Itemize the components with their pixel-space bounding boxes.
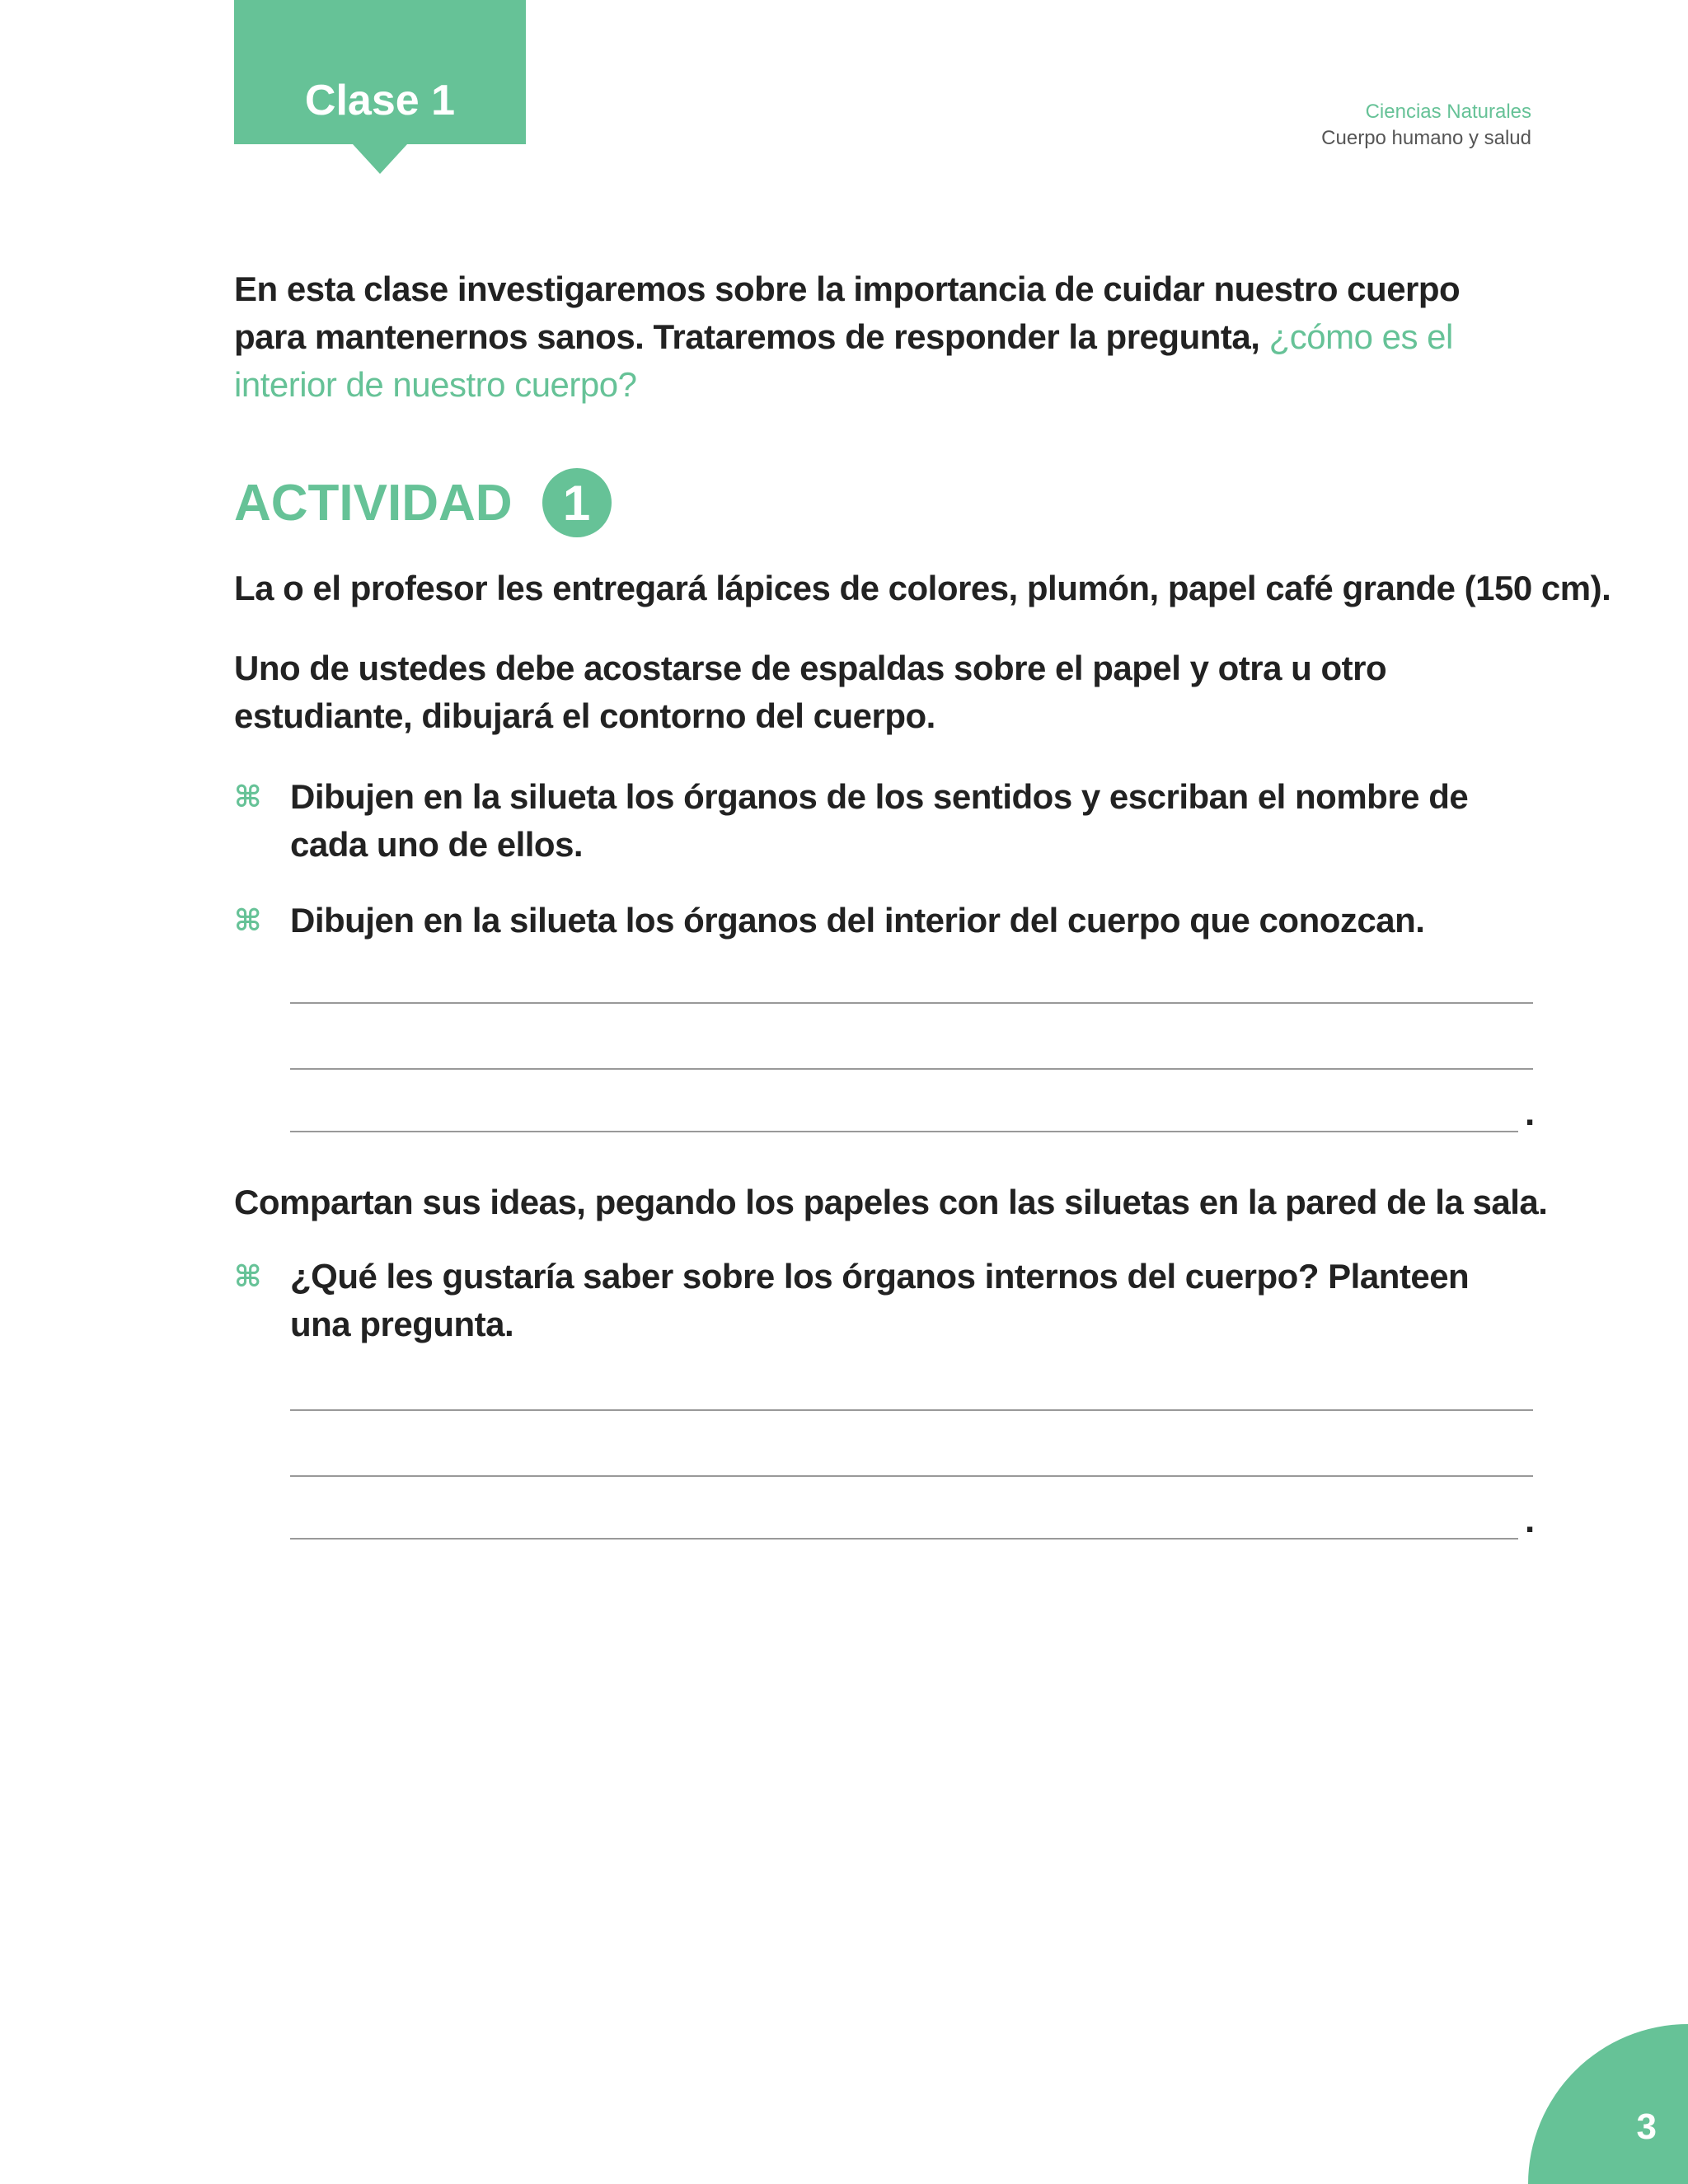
bullet-icon: ⌘ bbox=[234, 903, 262, 937]
class-label: Clase 1 bbox=[304, 77, 456, 124]
answer-line[interactable] bbox=[290, 1068, 1533, 1070]
answer-line[interactable] bbox=[290, 1409, 1533, 1411]
header-meta bbox=[1321, 99, 1531, 152]
page-number: 3 bbox=[1636, 2107, 1657, 2147]
bullet-text: Dibujen en la silueta los órganos del interior del cuerpo que conozcan. bbox=[290, 901, 1425, 940]
page-corner bbox=[1528, 2024, 1688, 2184]
unit-label: Cuerpo humano y salud bbox=[1321, 127, 1531, 149]
bullet-item bbox=[234, 1253, 1536, 1348]
bullet-item bbox=[234, 773, 1536, 869]
answer-line[interactable] bbox=[290, 1475, 1533, 1477]
class-tab-pointer bbox=[353, 144, 407, 174]
materials-paragraph: La o el profesor les entregará lápices de colores, plumón, papel café grande (150 cm). bbox=[234, 569, 1611, 607]
activity-number-badge: 1 bbox=[542, 468, 612, 537]
answer-end-mark: . bbox=[1525, 1093, 1536, 1133]
intro-paragraph bbox=[234, 265, 1520, 409]
subject-label: Ciencias Naturales bbox=[1365, 101, 1531, 123]
instructions-paragraph: Uno de ustedes debe acostarse de espaldas sobre el papel y otra u otro estudiante, dibujará el contorno del cuerpo. bbox=[234, 649, 1387, 735]
class-tab bbox=[234, 0, 526, 144]
answer-line[interactable] bbox=[290, 1538, 1518, 1540]
intro-text: En esta clase investigaremos sobre la importancia de cuidar nuestro cuerpo para mantenernos sanos. Trataremos de responder la pregunta, bbox=[234, 269, 1461, 356]
bullet-text: ¿Qué les gustaría saber sobre los órganos internos del cuerpo? Planteen una pregunta. bbox=[290, 1257, 1470, 1343]
share-paragraph: Compartan sus ideas, pegando los papeles con las siluetas en la pared de la sala. bbox=[234, 1183, 1548, 1221]
bullet-text: Dibujen en la silueta los órganos de los sentidos y escriban el nombre de cada uno de ellos. bbox=[290, 777, 1469, 864]
bullet-icon: ⌘ bbox=[234, 780, 262, 813]
bullet-item bbox=[234, 897, 1536, 944]
intro-question: ¿cómo es el interior de nuestro cuerpo? bbox=[234, 317, 1453, 404]
answer-end-mark: . bbox=[1525, 1500, 1536, 1540]
bullet-icon: ⌘ bbox=[234, 1259, 262, 1293]
activity-title: ACTIVIDAD bbox=[234, 474, 513, 532]
activity-heading bbox=[234, 466, 612, 540]
answer-line[interactable] bbox=[290, 1002, 1533, 1004]
answer-line[interactable] bbox=[290, 1131, 1518, 1132]
